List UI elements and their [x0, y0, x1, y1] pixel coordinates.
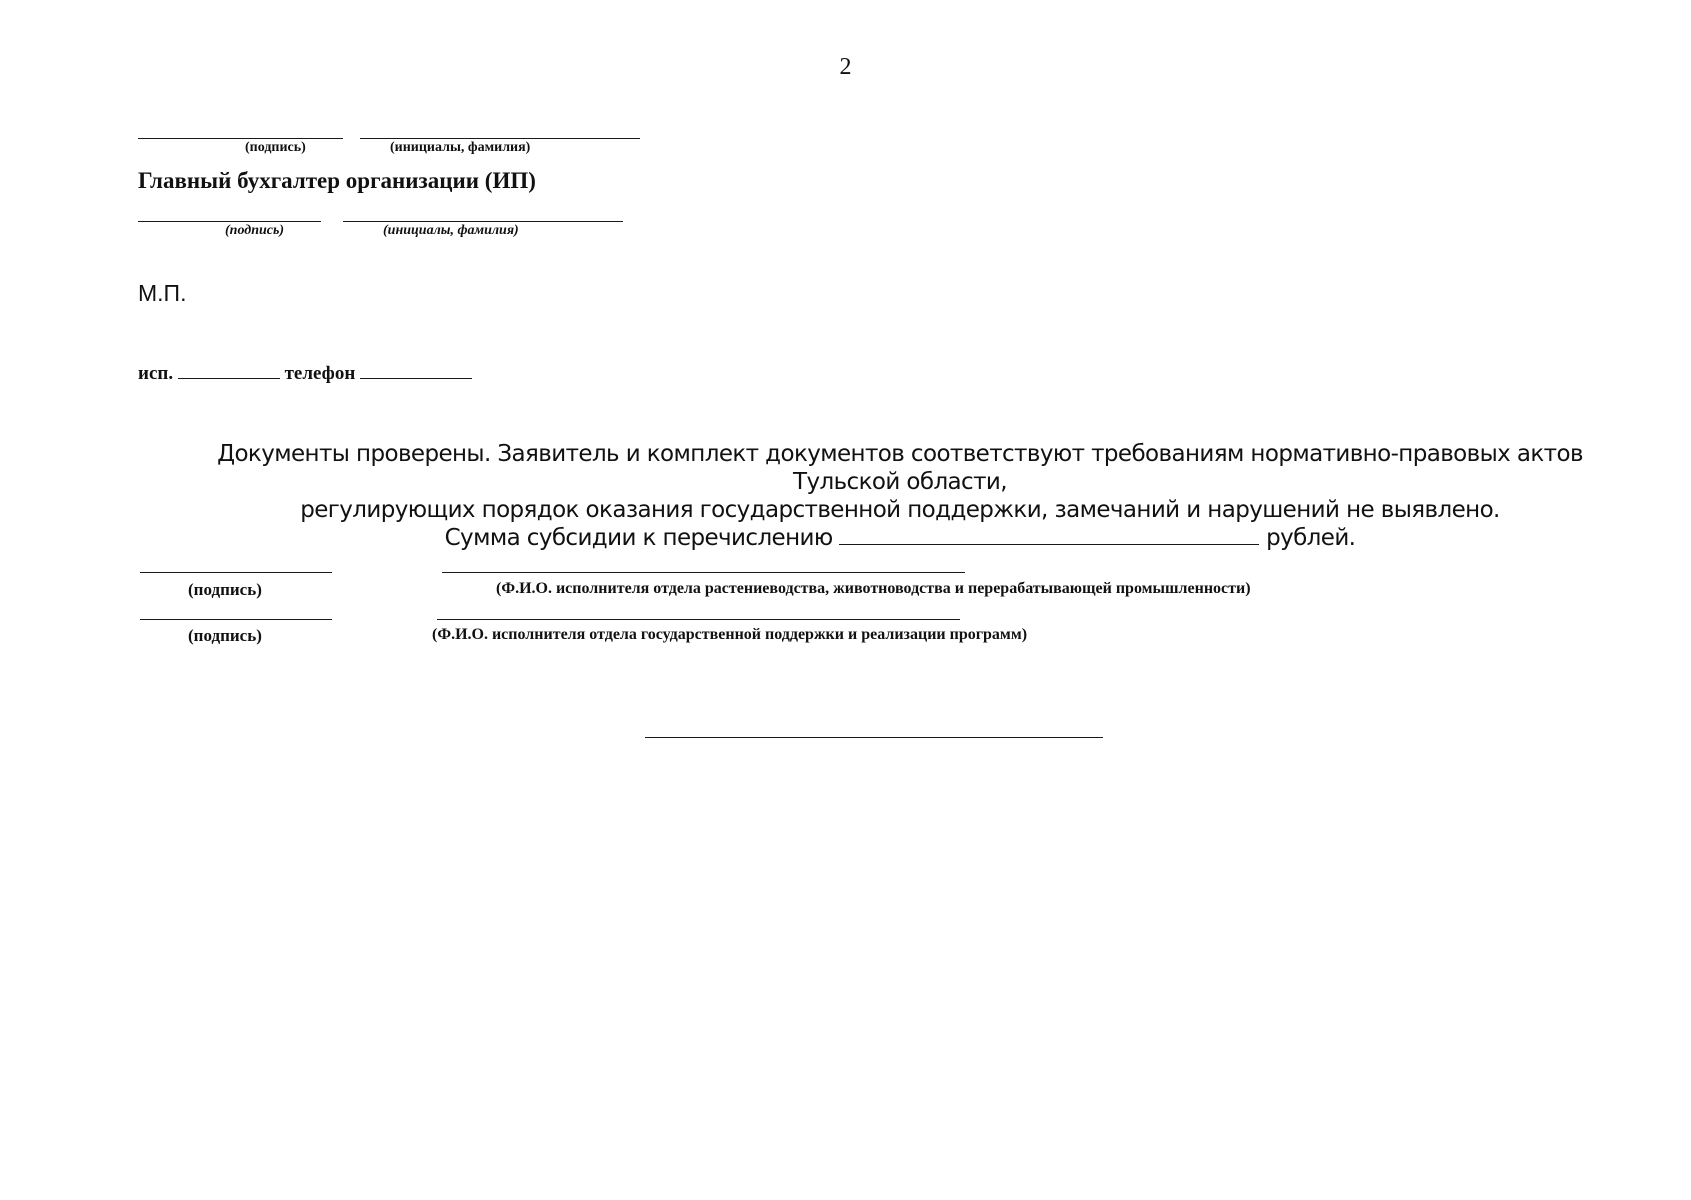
director-name-line — [360, 138, 640, 139]
verification-line-2: регулирующих порядок оказания государственной поддержки, замечаний и нарушений не выявлено. — [300, 497, 1500, 523]
official1-name-caption: (Ф.И.О. исполнителя отдела растениеводства, животноводства и перерабатывающей промышленности) — [496, 580, 1251, 597]
director-name-caption: (инициалы, фамилия) — [390, 140, 531, 155]
executor-blank — [178, 362, 280, 379]
verification-line-1: Документы проверены. Заявитель и комплект документов соответствуют требованиям нормативно-правовых актов Тульской области, — [217, 441, 1583, 495]
amount-suffix: рублей. — [1266, 525, 1356, 551]
chief-accountant-title: Главный бухгалтер организации (ИП) — [138, 168, 536, 193]
accountant-name-caption: (инициалы, фамилия) — [383, 223, 519, 238]
accountant-signature-caption: (подпись) — [225, 223, 285, 238]
amount-blank — [839, 526, 1259, 545]
official1-name-line — [442, 572, 965, 573]
executor-line — [138, 362, 472, 385]
accountant-signature-line — [138, 221, 321, 222]
official1-signature-caption: (подпись) — [188, 580, 262, 599]
stamp-place: М.П. — [138, 280, 187, 306]
amount-prefix: Сумма субсидии к перечислению — [444, 525, 833, 551]
official2-signature-caption: (подпись) — [188, 626, 262, 645]
phone-label: телефон — [284, 363, 356, 384]
verification-statement — [190, 440, 1610, 552]
subsidy-amount-line — [190, 524, 1610, 552]
page-number: 2 — [839, 54, 852, 80]
official1-signature-line — [140, 572, 332, 573]
closing-divider — [645, 737, 1103, 738]
executor-label: исп. — [138, 363, 174, 384]
director-signature-caption: (подпись) — [245, 140, 306, 155]
accountant-name-line — [343, 221, 623, 222]
official2-name-line — [437, 619, 960, 620]
phone-blank — [360, 362, 472, 379]
official2-name-caption: (Ф.И.О. исполнителя отдела государственной поддержки и реализации программ) — [432, 626, 1028, 643]
official2-signature-line — [140, 619, 332, 620]
director-signature-line — [138, 138, 343, 139]
